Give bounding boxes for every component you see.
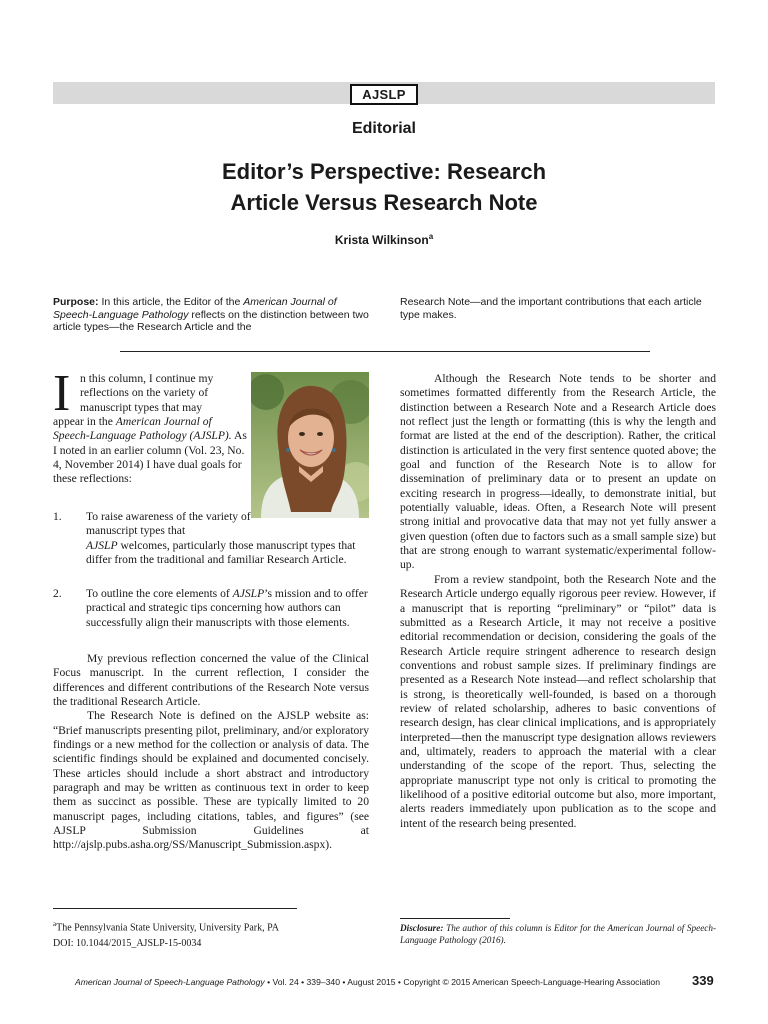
disclosure-divider (400, 918, 510, 919)
abstract-journal-name: American Journal of Speech-Language Pathology (53, 296, 337, 321)
affiliation-footnote (53, 916, 279, 936)
disclosure-year: (2016). (479, 934, 506, 945)
list-text: To raise awareness of the variety of manuscript types that (86, 510, 251, 538)
intro-continuation (53, 415, 249, 487)
title-line-1: Editor’s Perspective: Research (221, 159, 547, 184)
list-item-2-text (86, 587, 369, 630)
list-item-2 (53, 587, 369, 630)
paragraph: My previous reflection concerned the value of the Clinical Focus manuscript. In the current reflection, I consider the differences and different contributions of the Research Note versus the traditional Research Article. (53, 652, 369, 709)
author-line (0, 232, 768, 247)
footnotes (53, 916, 279, 952)
intro-text: appear in the (53, 415, 113, 428)
paragraph: From a review standpoint, both the Research Note and the Research Article undergo equally rigorous peer review. However, if a manuscript that is reporting “preliminary” or “pilot” data is submitted as a Research Article, it may not receive a positive editorial recommendation or decision, considering the goals of the Research Article require stringent adherence to research design conventions and robust sample sizes. If preliminary findings are presented as a Research Note instead—and reflect scholarship that is strong, is theoretically well-founded, is based on a thorough review of related scholarship, adheres to basic conventions of research design, has clear clinical implications, and is appropriately interpreted—then the manuscript type designation allows reviewers and, ultimately, readers to approach the material with a clear understanding of the scope of the report. Thus, selecting the appropriate manuscript type not only is critical to promoting the likelihood of a positive editorial outcome but also, more important, alerts readers immediately upon publication as to the scope and intent of the research being presented. (400, 572, 716, 830)
doi: DOI: 10.1044/2015_AJSLP-15-0034 (53, 938, 202, 950)
paragraph: The Research Note is defined on the AJSLP website as: “Brief manuscripts presenting pilot, preliminary, and/or exploratory findings or a new method for the collection or analysis of data. The scientific findings should be explained and documented concisely. These articles should include a short abstract and introductory paragraph and may be written as continuous text in order to keep them as succinct as possible. These are typically limited to 20 manuscript pages, including citations, tables, and figures” (see AJSLP Submission Guidelines at http://ajslp.pubs.asha.org/SS/Manuscript_Submission.aspx). (53, 709, 369, 852)
paragraph: Although the Research Note tends to be shorter and sometimes formatted differently from the Research Article, the distinction between a Research Note and a Research Article does not reflect just the length or formatting (this is why the length and format are listed at the end of the description). Rather, the critical distinction is articulated in the very first sentence quoted above; the goal and function of the Research Note is to allow for dissemination of preliminary data or to present an update on exciting research in progress—ideally, to demonstrate initial, but potentially valuable, ideas. Often, a Research Note will present strong initial and provocative data that may not yet fully answer a given question (often due to factors such as a small sample size) but that are strong enough to warrant systematic/experimental follow-up. (400, 372, 716, 572)
list-text-cont: ’s mission and to offer practical and strategic tips concerning how authors can successfully align their manuscripts with those elements. (86, 587, 368, 629)
abstract-divider (120, 351, 650, 352)
journal-logo-box: AJSLP (350, 84, 418, 105)
title-line-2: Article Versus Research Note (230, 190, 538, 215)
intro-first-lines: n this column, I continue my reflections on the variety of manuscript types that may (80, 372, 214, 414)
footer-details: • Vol. 24 • 339–340 • August 2015 • Copyright © 2015 American Speech-Language-Hearing Association (267, 977, 660, 987)
intro-journal-name: American Journal of Speech-Language Pathology (AJSLP). (53, 415, 232, 443)
abstract-text-cont: reflects on the distinction between two article types—the Research Article and the (53, 308, 369, 333)
drop-cap: I (53, 365, 71, 422)
list-text: To outline the core elements of (86, 587, 230, 600)
author-affiliation-mark: a (428, 232, 434, 241)
list-number: 1. (53, 510, 62, 523)
affiliation-mark: a (53, 920, 57, 928)
footer-journal: American Journal of Speech-Language Pathology (75, 977, 265, 987)
list-journal-abbrev: AJSLP (86, 538, 118, 552)
right-column-body (400, 372, 716, 831)
section-label: Editorial (351, 120, 416, 137)
abstract-right: Research Note—and the important contributions that each article type makes. (400, 296, 702, 321)
list-journal-abbrev: AJSLP (232, 587, 265, 600)
left-column-body (53, 652, 369, 853)
list-item-1-text (86, 510, 282, 539)
abstract-left (53, 296, 369, 334)
abstract-text: In this article, the Editor of the (101, 296, 241, 308)
purpose-label: Purpose: (53, 296, 99, 308)
page-footer (75, 977, 660, 987)
intro-text-cont: As I noted in an earlier column (Vol. 23, No. 4, November 2014) I have dual goals for these reflections: (53, 429, 247, 486)
list-item-1 (53, 510, 369, 567)
page-number: 339 (692, 973, 714, 988)
author-photo (251, 372, 369, 518)
disclosure-text: The author of this column is Editor for the (446, 923, 605, 933)
affiliation-text: The Pennsylvania State University, University Park, PA (56, 922, 279, 934)
author-name: Krista Wilkinson (334, 233, 429, 247)
list-number: 2. (53, 587, 62, 600)
disclosure-label: Disclosure: (400, 923, 444, 933)
disclosure-journal: American Journal of Speech-Language Pathology (400, 923, 717, 945)
article-title (0, 156, 768, 218)
disclosure (400, 923, 716, 946)
list-item-1-text-cont (86, 539, 369, 568)
list-text-cont: welcomes, particularly those manuscript types that differ from the traditional and familiar Research Article. (86, 538, 356, 567)
footnote-divider (53, 908, 297, 909)
